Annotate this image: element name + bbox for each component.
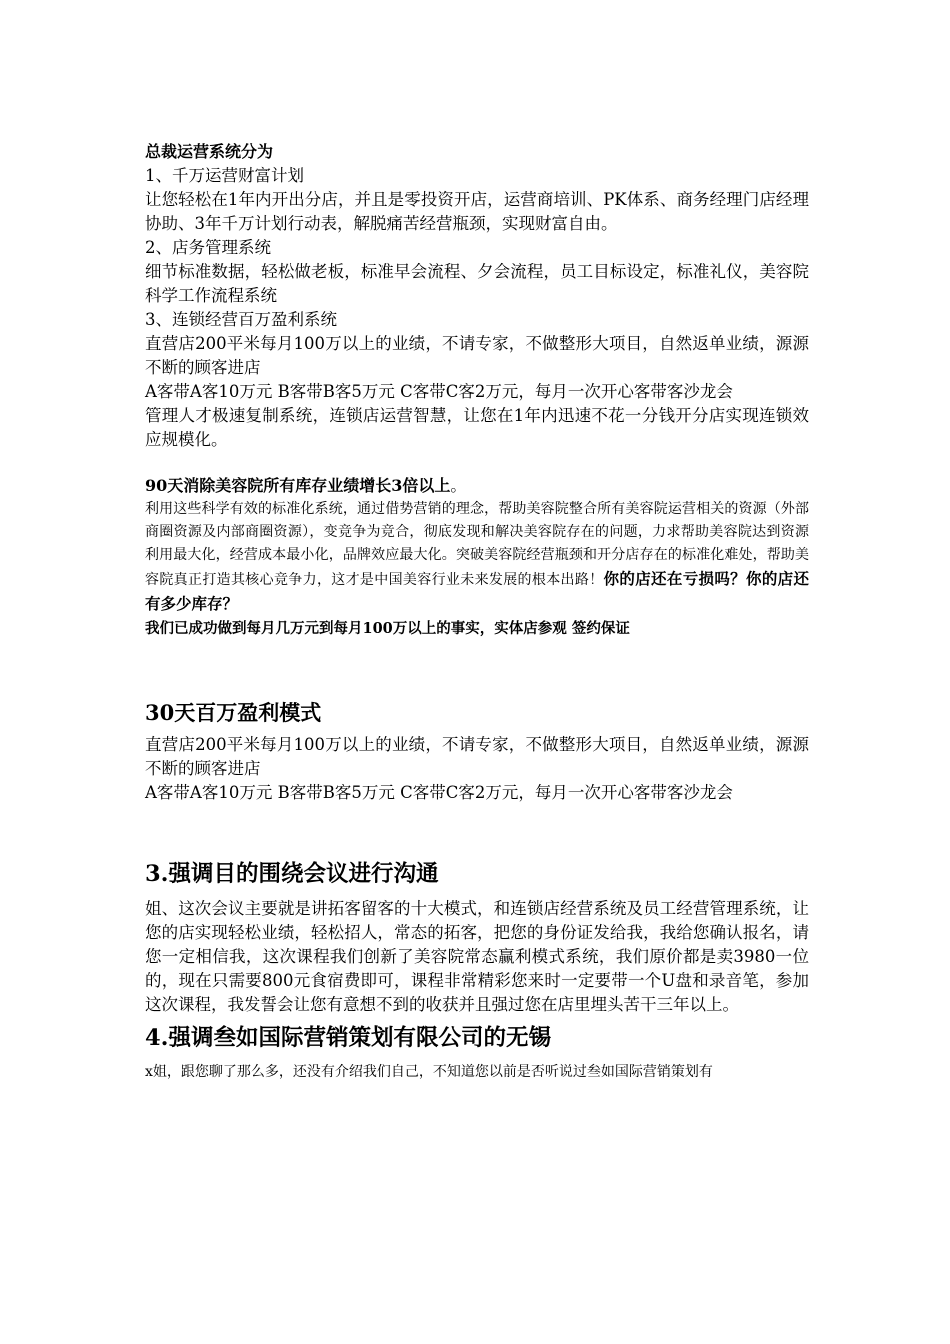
section-30-body-1: 直营店200平米每月100万以上的业绩，不请专家，不做整形大项目，自然返单业绩，源源不断的顾客进店	[145, 735, 809, 778]
section-4-title: 4.强调叁如国际营销策划有限公司的无锡	[145, 1025, 551, 1051]
item-2-body: 细节标准数据，轻松做老板，标准早会流程、夕会流程，员工目标设定，标准礼仪，美容院科学工作流程系统	[145, 262, 809, 305]
section-30-title: 30天百万盈利模式	[145, 700, 322, 725]
section-3-body: 姐、这次会议主要就是讲拓客留客的十大模式，和连锁店经营系统及员工经营管理系统，让您的店实现轻松业绩，轻松招人，常态的拓客，把您的身份证发给我，我给您确认报名，请您一定相信我，这次课程我们创新了美容院常态赢利模式系统，我们原价都是卖3980一位的，现在只需要800元食宿费即可，课程非常精彩您来时一定要带一个U盘和录音笔，参加这次课程，我发誓会让您有意想不到的收获并且强过您在店里埋头苦干三年以上。	[145, 899, 809, 1014]
section-4-body: x姐，跟您聊了那么多，还没有介绍我们自己，不知道您以前是否听说过叁如国际营销策划有	[145, 1064, 713, 1080]
spacer	[145, 805, 809, 859]
spacer	[145, 641, 809, 699]
section-90-title-tail: 。	[450, 476, 467, 495]
section-90-title	[145, 474, 809, 498]
item-3-body-3: 管理人才极速复制系统，连锁店运营智慧，让您在1年内迅速不花一分钱开分店实现连锁效应规模化。	[145, 406, 809, 449]
section-90-title-bold: 90天消除美容院所有库存业绩增长3倍以上	[145, 476, 451, 495]
item-3-title: 3、连锁经营百万盈利系统	[145, 310, 337, 329]
section-90-question: 你的店还在亏损吗？你的店还有多少库存？	[145, 569, 809, 613]
section-30-body-2: A客带A客10万元 B客带B客5万元 C客带C客2万元，每月一次开心客带客沙龙会	[145, 783, 733, 802]
item-3-body-2: A客带A客10万元 B客带B客5万元 C客带C客2万元，每月一次开心客带客沙龙会	[145, 382, 733, 401]
section-3-title: 3.强调目的围绕会议进行沟通	[145, 861, 439, 887]
section-90-body	[145, 498, 809, 617]
section-90-proof: 我们已成功做到每月几万元到每月100万以上的事实，实体店参观 签约保证	[145, 620, 630, 637]
item-2-title: 2、店务管理系统	[145, 238, 271, 257]
section-heading-operation-system: 总裁运营系统分为	[145, 142, 274, 161]
item-3-body-1: 直营店200平米每月100万以上的业绩，不请专家，不做整形大项目，自然返单业绩，源源不断的顾客进店	[145, 334, 809, 377]
spacer	[145, 452, 809, 474]
section-90-body-text: 利用这些科学有效的标准化系统，通过借势营销的理念，帮助美容院整合所有美容院运营相关的资源（外部商圈资源及内部商圈资源），变竞争为竞合，彻底发现和解决美容院存在的问题，力求帮助美容院达到资源利用最大化，经营成本最小化，品牌效应最大化。突破美容院经营瓶颈和开分店存在的标准化难处，帮助美容院真正打造其核心竞争力，这才是中国美容行业未来发展的根本出路！	[145, 501, 809, 588]
item-1-title: 1、千万运营财富计划	[145, 166, 304, 185]
document-content	[145, 140, 809, 1084]
item-1-body: 让您轻松在1年内开出分店，并且是零投资开店，运营商培训、PK体系、商务经理门店经理协助、3年千万计划行动表，解脱痛苦经营瓶颈，实现财富自由。	[145, 190, 809, 233]
